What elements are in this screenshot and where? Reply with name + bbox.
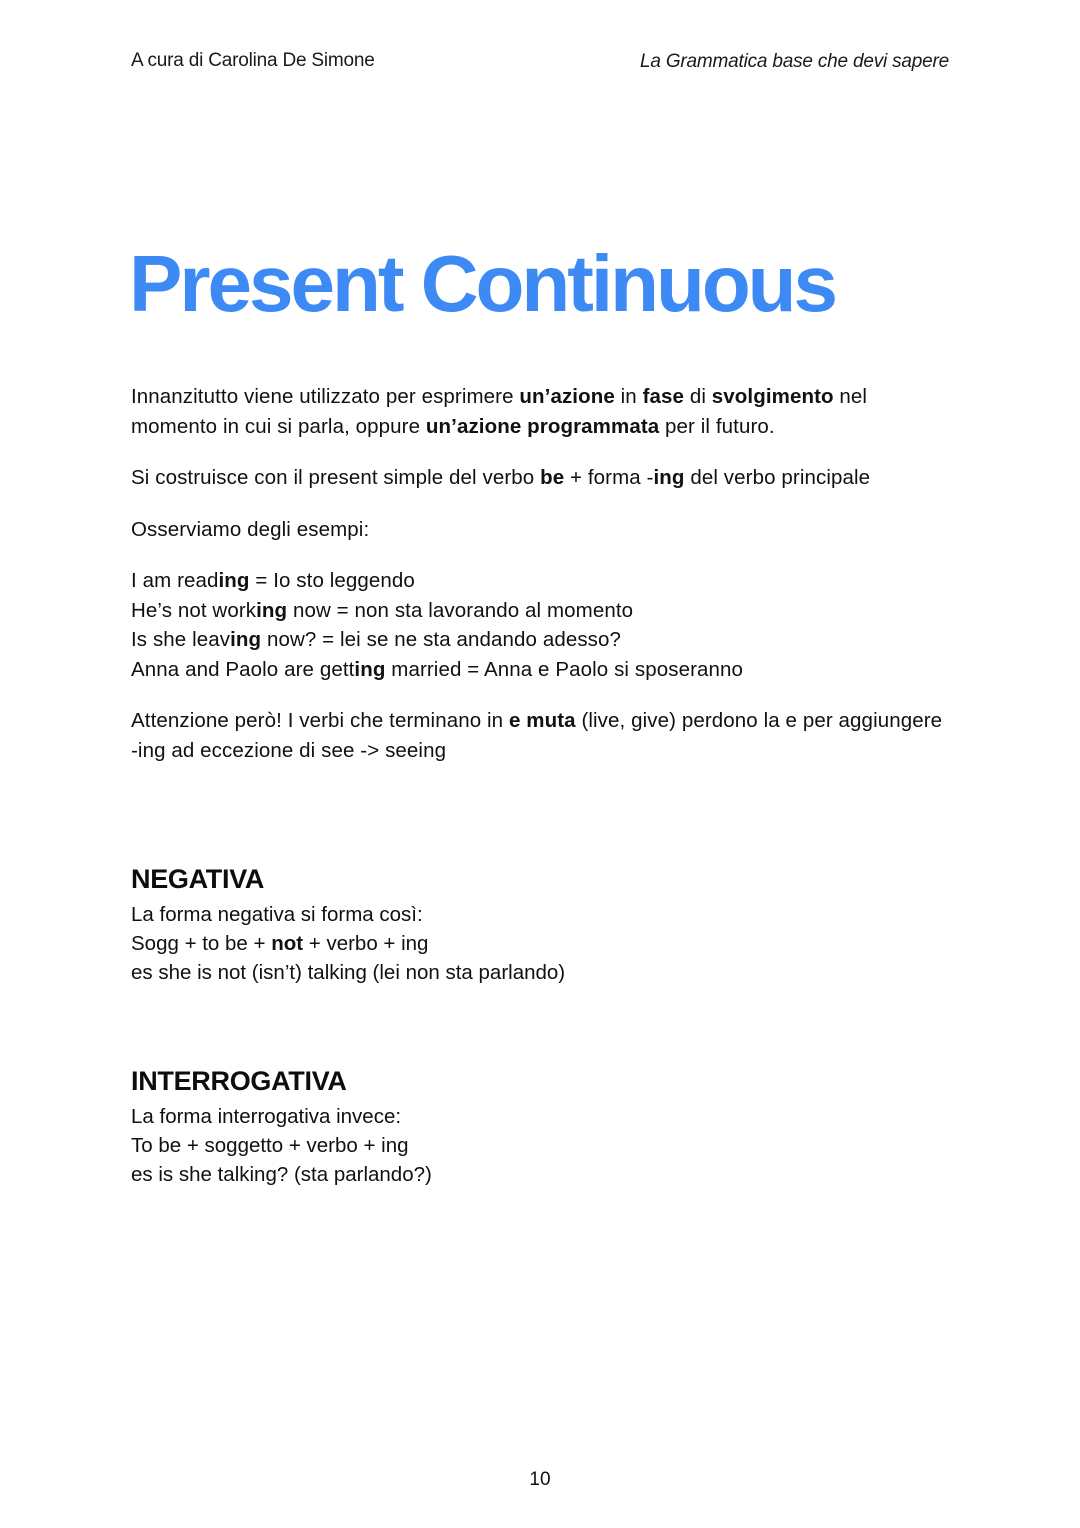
interrogativa-heading: INTERROGATIVA: [131, 1066, 347, 1096]
note-paragraph: Attenzione però! I verbi che terminano in e muta (live, give) perdono la e per aggiungere -ing ad eccezione di see -> seeing: [131, 709, 943, 762]
intro-paragraph-examples-lead: Osserviamo degli esempi:: [131, 517, 370, 541]
intro-paragraph-usage: Innanzitutto viene utilizzato per esprimere un’azione in fase di svolgimento nel momento in cui si parla, oppure un’azione programmata per il futuro.: [131, 385, 868, 438]
example-line: I am reading = Io sto leggendo: [131, 569, 415, 592]
intro-section: [131, 382, 951, 787]
intro-paragraph-construction: Si costruisce con il present simple del verbo be + forma -ing del verbo principale: [131, 466, 871, 489]
interrogativa-section: [131, 1064, 951, 1189]
examples-list: [131, 566, 951, 684]
negativa-example: es she is not (isn’t) talking (lei non sta parlando): [131, 961, 566, 984]
interrogativa-description: La forma interrogativa invece:: [131, 1105, 402, 1128]
header-author: A cura di Carolina De Simone: [131, 50, 375, 71]
negativa-formula: Sogg + to be + not + verbo + ing: [131, 932, 429, 955]
example-line: Is she leaving now? = lei se ne sta andando adesso?: [131, 628, 622, 651]
negativa-heading: NEGATIVA: [131, 864, 265, 894]
page-number: 10: [529, 1469, 551, 1490]
negativa-description: La forma negativa si forma così:: [131, 903, 423, 926]
header-book-title: La Grammatica base che devi sapere: [640, 51, 949, 72]
negativa-section: [131, 862, 951, 987]
interrogativa-example: es is she talking? (sta parlando?): [131, 1163, 432, 1186]
interrogativa-formula: To be + soggetto + verbo + ing: [131, 1134, 409, 1157]
page-title: Present Continuous: [129, 239, 836, 328]
example-line: He’s not working now = non sta lavorando al momento: [131, 598, 634, 622]
example-line: Anna and Paolo are getting married = Anna e Paolo si sposeranno: [131, 657, 744, 681]
